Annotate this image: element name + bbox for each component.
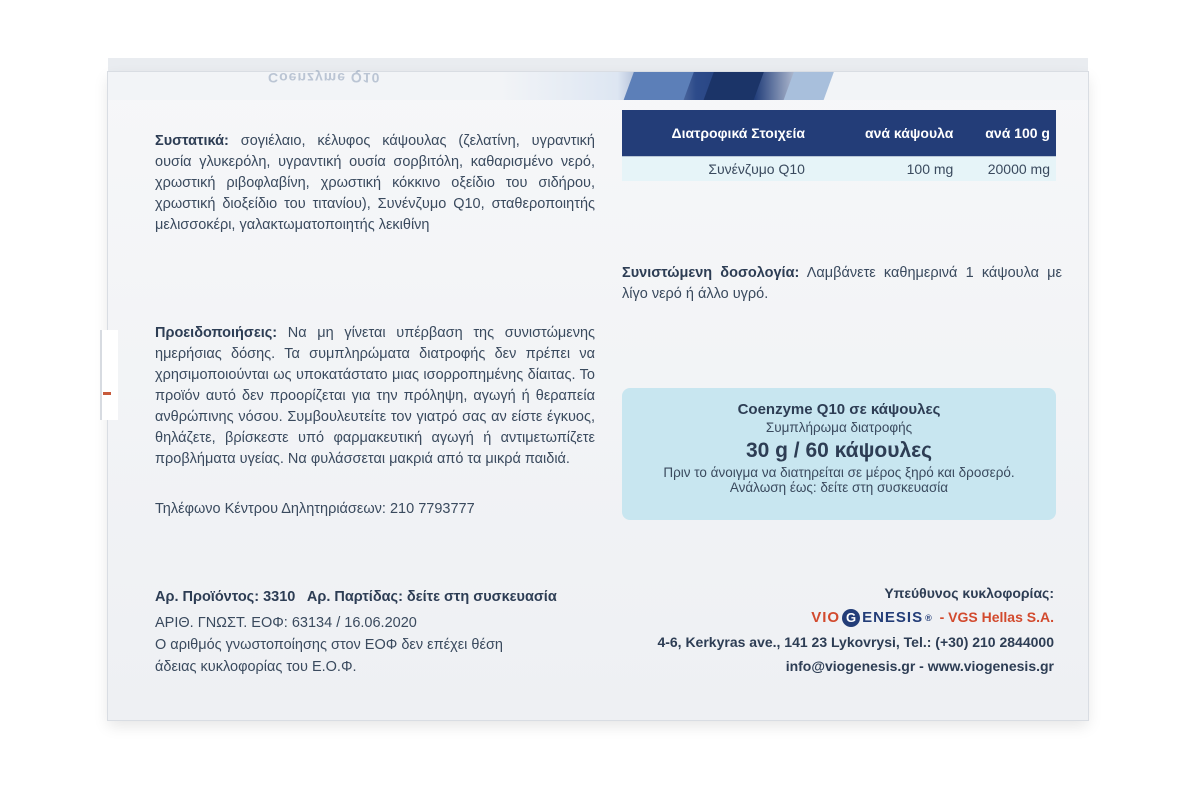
expiry-note: Ανάλωση έως: δείτε στη συσκευασία [729,480,949,495]
registered-mark: ® [925,613,932,623]
distributor-label: Υπεύθυνος κυκλοφορίας: [884,585,1054,601]
box-side-edge [100,330,118,420]
storage-note: Πριν το άνοιγμα να διατηρείται σε μέρος ξηρό και δροσερό. [663,465,1015,480]
mirrored-title: Coenzyme Q10 [268,70,381,86]
nutrition-cell: Συνένζυμο Q10 [622,157,833,182]
nutrition-header: ανά 100 g [959,110,1056,157]
distributor-brand-line [657,605,1054,630]
logo-vio: VIO [811,609,841,626]
dosage-block [622,263,1062,305]
nutrition-header: ανά κάψουλα [833,110,959,157]
ingredients-block [155,131,595,236]
ingredients-label: Συστατικά: [155,133,229,149]
distributor-contact: info@viogenesis.gr - www.viogenesis.gr [785,658,1054,674]
logo-g-icon: G [842,609,860,627]
warnings-text: Να μη γίνεται υπέρβαση της συνιστώμενης ημερήσιας δόσης. Τα συμπληρώματα διατροφής δεν πρέπει να χρησιμοποιούνται ως υποκατάστατο μιας ισορροπημένης δίαιτας. Το προϊόν αυτό δεν προορίζεται για την πρόληψη, αγωγή ή θεραπεία ανθρώπινης νόσου. Συμβουλευτείτε τον γιατρό σας αν είστε έγκυος, θηλάζετε, βρίσκεστε υπό φαρμακευτική αγωγή ή αντιμετωπίζετε προβλήματα υγείας. Να φυλάσσεται μακριά από τα μικρά παιδιά. [155,325,596,467]
product-quantity: 30 g / 60 κάψουλες [745,439,933,462]
nutrition-cell: 20000 mg [959,157,1056,182]
logo-enesis: ENESIS [862,609,924,626]
box-top-band [108,72,1088,100]
nutrition-table [622,110,1056,181]
viogenesis-logo [811,606,932,630]
eof-note-line2: άδειας κυκλοφορίας του Ε.Ο.Φ. [155,659,357,675]
nutrition-header: Διατροφικά Στοιχεία [622,110,833,157]
nutrition-cell: 100 mg [833,157,959,182]
poison-center-phone: Τηλέφωνο Κέντρου Δηλητηριάσεων: 210 7793777 [155,501,475,517]
dosage-label: Συνιστώμενη δοσολογία: [622,265,800,281]
side-mark [103,392,111,395]
eof-note-line1: Ο αριθμός γνωστοποίησης στον ΕΟΦ δεν επέχει θέση [155,637,503,653]
product-codes-block [155,586,557,678]
distributor-address: 4-6, Kerkyras ave., 141 23 Lykovrysi, Tel.: (+30) 210 2844000 [657,634,1054,650]
ingredients-text: σογιέλαιο, κέλυφος κάψουλας (ζελατίνη, υγραντική ουσία γλυκερόλη, υγραντική ουσία σορβιτόλη, καθαρισμένο νερό, χρωστική ριβοφλαβίνη, χρωστική κόκκινο οξείδιο του σιδήρου, χρωστική διοξείδιο του τιτανίου), Συνένζυμο Q10, σταθεροποιητής μελισσοκέρι, γαλακτωματοποιητής λεκιθίνη [155,133,595,233]
product-subtitle: Συμπλήρωμα διατροφής [765,420,913,435]
warnings-label: Προειδοποιήσεις: [155,325,278,341]
dosage-text: Λαμβάνετε καθημερινά 1 κάψουλα με λίγο νερό ή άλλο υγρό. [622,265,1062,302]
eof-number: ΑΡΙΘ. ΓΝΩΣΤ. ΕΟΦ: 63134 / 16.06.2020 [155,615,417,631]
company-name: - VGS Hellas S.A. [939,609,1054,625]
table-row [622,157,1056,182]
nutrition-header-row [622,110,1056,157]
product-codes: Αρ. Προϊόντος: 3310 Αρ. Παρτίδας: δείτε στη συσκευασία [155,589,557,605]
product-info-box [622,388,1056,520]
warnings-block [155,323,595,470]
distributor-block [657,581,1054,678]
product-title: Coenzyme Q10 σε κάψουλες [737,401,941,418]
